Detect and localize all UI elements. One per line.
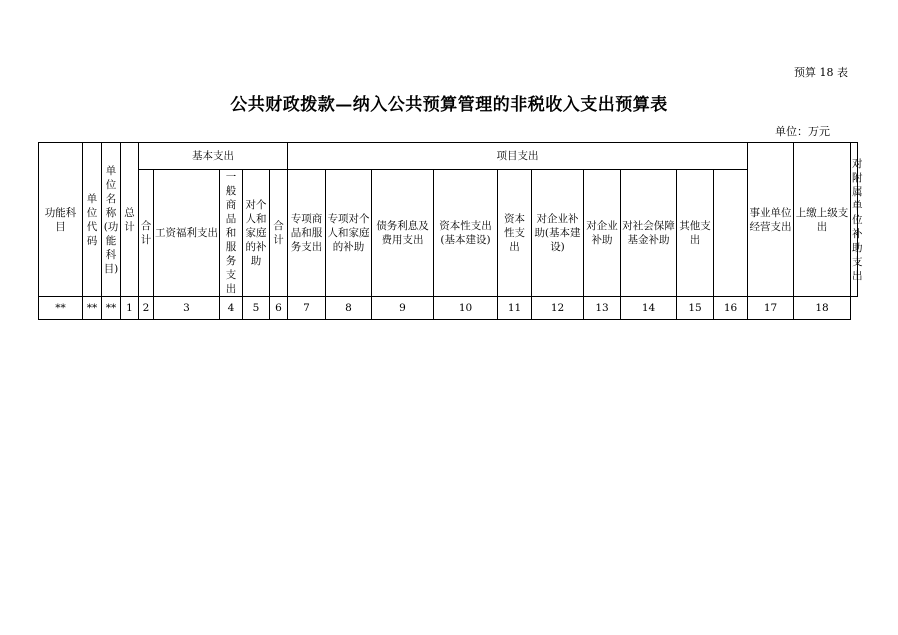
index-cell: 8: [326, 297, 372, 320]
index-cell: 13: [584, 297, 621, 320]
index-cell: 6: [270, 297, 288, 320]
index-cell: **: [102, 297, 121, 320]
header-personal-family-subsidy: 对个人和家庭的补助: [243, 170, 270, 297]
header-special-personal-family: 专项对个人和家庭的补助: [326, 170, 372, 297]
header-public-institution-operation: 事业单位经营支出: [748, 143, 794, 297]
index-cell: 12: [532, 297, 584, 320]
index-cell: 5: [243, 297, 270, 320]
header-other: 其他支出: [677, 170, 714, 297]
index-cell: 18: [794, 297, 851, 320]
index-cell: 15: [677, 297, 714, 320]
index-cell: **: [39, 297, 83, 320]
index-cell: 4: [220, 297, 243, 320]
header-enterprise-subsidy-construction: 对企业补助(基本建设): [532, 170, 584, 297]
budget-table: [38, 142, 863, 320]
index-cell: 3: [154, 297, 220, 320]
header-unit-code: 单位代码: [83, 143, 102, 297]
page-title: 公共财政拨款—纳入公共预算管理的非税收入支出预算表: [230, 95, 668, 115]
header-debt-interest: 债务利息及费用支出: [372, 170, 434, 297]
header-goods-services: 一般商品和服务支出: [220, 170, 243, 297]
index-cell: 16: [714, 297, 748, 320]
header-project-total: 合计: [270, 170, 288, 297]
header-subsidy-to-affiliates: 对附属单位补助支出: [851, 143, 858, 297]
index-cell: 2: [139, 297, 154, 320]
header-payment-to-superior: 上缴上级支出: [794, 143, 851, 297]
index-cell: 9: [372, 297, 434, 320]
header-capital-construction: 资本性支出(基本建设): [434, 170, 498, 297]
index-cell: 17: [748, 297, 794, 320]
index-cell: 10: [434, 297, 498, 320]
header-function-subject: 功能科目: [39, 143, 83, 297]
header-project-expenditure: 项目支出: [288, 143, 748, 170]
index-cell: 14: [621, 297, 677, 320]
header-salary-welfare: 工资福利支出: [154, 170, 220, 297]
header-special-goods-services: 专项商品和服务支出: [288, 170, 326, 297]
document-number: 预算 18 表: [794, 66, 848, 79]
header-basic-expenditure: 基本支出: [139, 143, 288, 170]
unit-label: 单位：万元: [775, 125, 830, 138]
index-cell: 7: [288, 297, 326, 320]
header-enterprise-subsidy: 对企业补助: [584, 170, 621, 297]
index-cell: 11: [498, 297, 532, 320]
index-cell: **: [83, 297, 102, 320]
index-cell: 1: [121, 297, 139, 320]
header-basic-total: 合计: [139, 170, 154, 297]
header-capital: 资本性支出: [498, 170, 532, 297]
header-social-security-fund: 对社会保障基金补助: [621, 170, 677, 297]
header-unit-name: 单位名称(功能科目): [102, 143, 121, 297]
header-total: 总计: [121, 143, 139, 297]
